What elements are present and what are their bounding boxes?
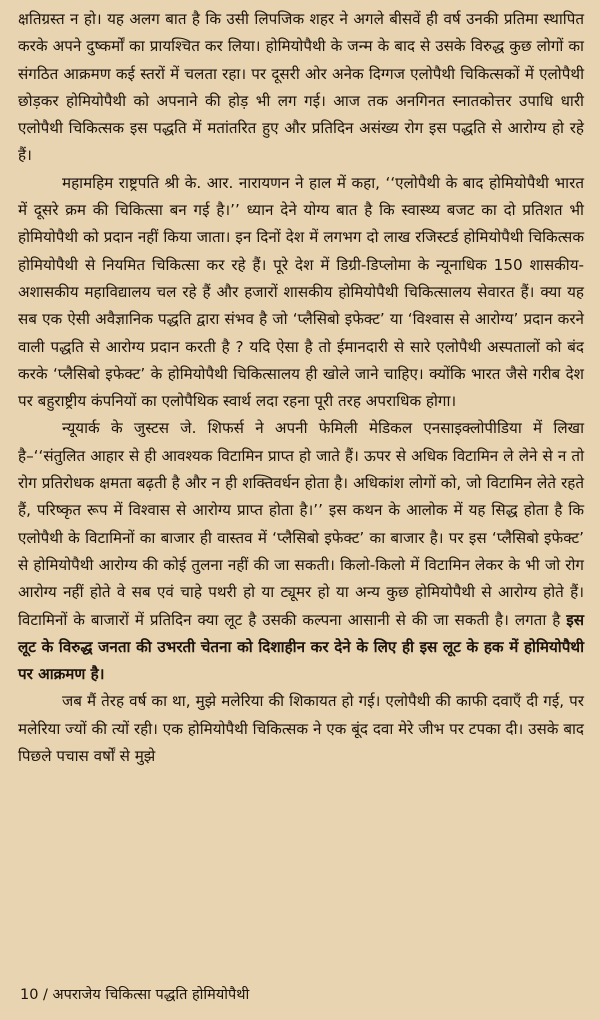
- page-body: [18, 6, 584, 770]
- page-footer: 10 / अपराजेय चिकित्सा पद्धति होमियोपैथी: [20, 987, 250, 1003]
- paragraph-3: [18, 415, 584, 688]
- paragraph-3-text: न्यूयार्क के जुस्टस जे. शिफर्स ने अपनी फेमिली मेडिकल एनसाइक्लोपीडिया में लिखा है–‘‘संतुलित आहार से ही आवश्यक विटामिन प्राप्त हो जाते हैं। ऊपर से अधिक विटामिन ले लेने से न तो रोग प्रतिरोधक क्षमता बढ़ती है और न ही शक्तिवर्धन होता है। अधिकांश लोगों को, जो विटामिन लेते रहते हैं, परिष्कृत रूप में विश्वास से आरोग्य प्राप्त होता है।’’ इस कथन के आलोक में यह सिद्ध होता है कि एलोपैथी के विटामिनों का बाजार ही वास्तव में ‘प्लैसिबो इफेक्ट’ का बाजार है। पर इस ‘प्लैसिबो इफेक्ट’ से होमियोपैथी आरोग्य की कोई तुलना नहीं की जा सकती। किलो-किलो में विटामिन लेकर के भी जो रोग आरोग्य नहीं होते वे सब एवं चाहे पथरी हो या ट्यूमर हो या अन्य कुछ होमियोपैथी से आरोग्य होते हैं। विटामिनों के बाजारों में प्रतिदिन क्या लूट है उसकी कल्पना आसानी से की जा सकती है। लगता है: [18, 419, 584, 629]
- paragraph-3-bold-text: इस लूट के विरुद्ध जनता की उभरती चेतना को दिशाहीन कर देने के लिए ही इस लूट के हक में होमियोपैथी पर आक्रमण है।: [18, 610, 584, 684]
- paragraph-1: क्षतिग्रस्त न हो। यह अलग बात है कि उसी लिपजिक शहर ने अगले बीसवें ही वर्ष उनकी प्रतिमा स्थापित करके अपने दुष्कर्मों का प्रायश्चित कर लिया। होमियोपैथी के जन्म के बाद से उसके विरुद्ध कुछ लोगों का संगठित आक्रमण कई स्तरों में चलता रहा। पर दूसरी ओर अनेक दिग्गज एलोपैथी चिकित्सकों में एलोपैथी छोड़कर होमियोपैथी को अपनाने की होड़ भी लग गई। आज तक अनगिनत स्नातकोत्तर उपाधि धारी एलोपैथी चिकित्सक इस पद्धति में मतांतरित हुए और प्रतिदिन असंख्य रोग इस पद्धति से आरोग्य हो रहे हैं।: [18, 10, 584, 165]
- paragraph-4: जब मैं तेरह वर्ष का था, मुझे मलेरिया की शिकायत हो गई। एलोपैथी की काफी दवाएँ दी गई, पर मलेरिया ज्यों की त्यों रही। एक होमियोपैथी चिकित्सक ने एक बूंद दवा मेरे जीभ पर टपका दी। उसके बाद पिछले पचास वर्षों से मुझे: [18, 692, 584, 766]
- paragraph-2: महामहिम राष्ट्रपति श्री के. आर. नारायणन ने हाल में कहा, ‘‘एलोपैथी के बाद होमियोपैथी भारत में दूसरे क्रम की चिकित्सा बन गई है।’’ ध्यान देने योग्य बात है कि स्वास्थ्य बजट का दो प्रतिशत भी होमियोपैथी को प्रदान नहीं किया जाता। इन दिनों देश में लगभग दो लाख रजिस्टर्ड होमियोपैथी चिकित्सक होमियोपैथी से नियमित चिकित्सा कर रहे हैं। पूरे देश में डिग्री-डिप्लोमा के न्यूनाधिक 150 शासकीय-अशासकीय महाविद्यालय चल रहे हैं और हजारों शासकीय होमियोपैथी चिकित्सालय सेवारत हैं। क्या यह सब एक ऐसी अवैज्ञानिक पद्धति द्वारा संभव है जो ‘प्लैसिबो इफेक्ट’ या ‘विश्वास से आरोग्य’ प्रदान करने वाली पद्धति से आरोग्य प्रदान करती है ? यदि ऐसा है तो ईमानदारी से सारे एलोपैथी अस्पतालों को बंद करके ‘प्लैसिबो इफेक्ट’ के होमियोपैथी चिकित्सालय ही खोले जाने चाहिए। क्योंकि भारत जैसे गरीब देश पर बहुराष्ट्रीय कंपनियों का एलोपैथिक स्वार्थ लदा रहना पूरी तरह अपराधिक होगा।: [18, 173, 584, 411]
